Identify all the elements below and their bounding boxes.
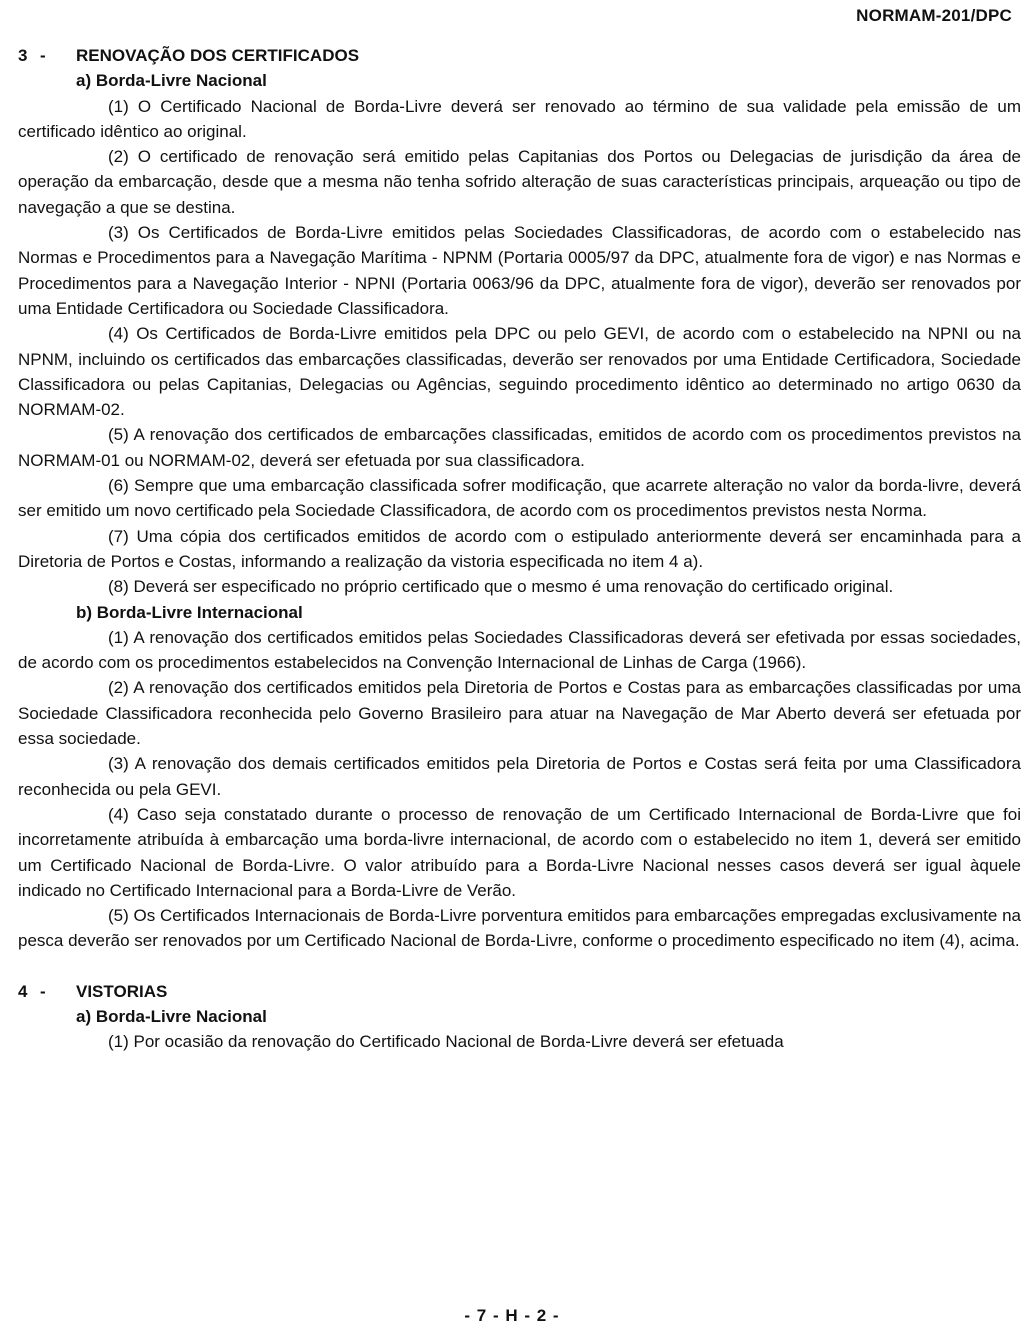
- paragraph-3a-1: (1) O Certificado Nacional de Borda-Livre deverá ser renovado ao término de sua validade pela emissão de um certificado idêntico ao original.: [18, 96, 1021, 141]
- paragraph-3b-4: (4) Caso seja constatado durante o processo de renovação de um Certificado Internacional de Borda-Livre que foi incorretamente atribuída à embarcação uma borda-livre internacional, de acordo com o estabelecido no item 1, deverá ser emitido um Certificado Nacional de Borda-Livre. O valor atribuído para a Borda-Livre Nacional nesses casos deverá ser igual àquele indicado no Certificado Internacional para a Borda-Livre de Verão.: [18, 804, 1021, 900]
- section-title: VISTORIAS: [76, 981, 168, 1001]
- paragraph-3b-5: (5) Os Certificados Internacionais de Borda-Livre porventura emitidos para embarcações empregadas exclusivamente na pesca deverão ser renovados por um Certificado Nacional de Borda-Livre, conforme o procedimento especificado no item (4), acima.: [18, 906, 1021, 951]
- section-dash: -: [40, 981, 46, 1001]
- section-number: 3: [18, 46, 28, 65]
- section-title: RENOVAÇÃO DOS CERTIFICADOS: [76, 46, 360, 65]
- section-4-heading: [18, 979, 1021, 1004]
- paragraph-3a-4: (4) Os Certificados de Borda-Livre emitidos pela DPC ou pelo GEVI, de acordo com o estabelecido na NPNI ou na NPNM, incluindo os certificados das embarcações classificadas, deverão ser renovados por uma Entidade Certificadora, Sociedade Classificadora ou pelas Capitanias, Delegacias ou Agências, seguindo procedimento idêntico ao determinado no artigo 0630 da NORMAM-02.: [18, 324, 1021, 420]
- paragraph-3a-5: (5) A renovação dos certificados de embarcações classificadas, emitidos de acordo com os procedimentos previstos na NORMAM-01 ou NORMAM-02, deverá ser efetuada por sua classificadora.: [18, 425, 1021, 470]
- section-number: 4: [18, 981, 28, 1001]
- paragraph-3a-7: (7) Uma cópia dos certificados emitidos de acordo com o estipulado anteriormente deverá ser encaminhada para a Diretoria de Portos e Costas, informando a realização da vistoria especificada no item 4 a).: [18, 526, 1021, 571]
- paragraph-3b-2: (2) A renovação dos certificados emitidos pela Diretoria de Portos e Costas para as embarcações classificadas por uma Sociedade Classificadora reconhecida pelo Governo Brasileiro para atuar na Navegação de Mar Aberto deverá ser efetuada por essa sociedade.: [18, 678, 1021, 749]
- section-dash: -: [40, 46, 46, 65]
- section-3-heading: [18, 43, 1021, 68]
- paragraph-4a-1: (1) Por ocasião da renovação do Certificado Nacional de Borda-Livre deverá ser efetuada: [108, 1032, 784, 1052]
- document-code-header: NORMAM-201/DPC: [856, 6, 1012, 25]
- subsection-3a-heading: a) Borda-Livre Nacional: [76, 71, 267, 91]
- paragraph-3b-3: (3) A renovação dos demais certificados emitidos pela Diretoria de Portos e Costas será feita por uma Classificadora reconhecida ou pela GEVI.: [18, 754, 1021, 799]
- paragraph-3a-8: (8) Deverá ser especificado no próprio certificado que o mesmo é uma renovação do certificado original.: [108, 577, 894, 597]
- paragraph-3a-2: (2) O certificado de renovação será emitido pelas Capitanias dos Portos ou Delegacias de jurisdição da área de operação da embarcação, desde que a mesma não tenha sofrido alteração de suas características principais, arqueação ou tipo de navegação a que se destina.: [18, 147, 1021, 217]
- paragraph-3b-1: (1) A renovação dos certificados emitidos pelas Sociedades Classificadoras deverá ser efetivada por essas sociedades, de acordo com os procedimentos estabelecidos na Convenção Internacional de Linhas de Carga (1966).: [18, 627, 1021, 673]
- paragraph-3a-6: (6) Sempre que uma embarcação classificada sofrer modificação, que acarrete alteração no valor da borda-livre, deverá ser emitido um novo certificado pela Sociedade Classificadora, de acordo com os procedimentos previstos nesta Norma.: [18, 476, 1021, 521]
- page-number-footer: - 7 - H - 2 -: [464, 1306, 560, 1325]
- subsection-3b-heading: b) Borda-Livre Internacional: [76, 602, 303, 622]
- subsection-4a-heading: a) Borda-Livre Nacional: [76, 1006, 267, 1026]
- document-body: [18, 43, 1021, 1055]
- section-spacer: [18, 954, 1021, 979]
- paragraph-3a-3: (3) Os Certificados de Borda-Livre emitidos pelas Sociedades Classificadoras, de acordo com o estabelecido nas Normas e Procedimentos para a Navegação Marítima - NPNM (Portaria 0005/97 da DPC, atualmente fora de vigor) e nas Normas e Procedimentos para a Navegação Interior - NPNI (Portaria 0063/96 da DPC, atualmente fora de vigor), deverão ser renovados por uma Entidade Certificadora ou Sociedade Classificadora.: [18, 223, 1021, 318]
